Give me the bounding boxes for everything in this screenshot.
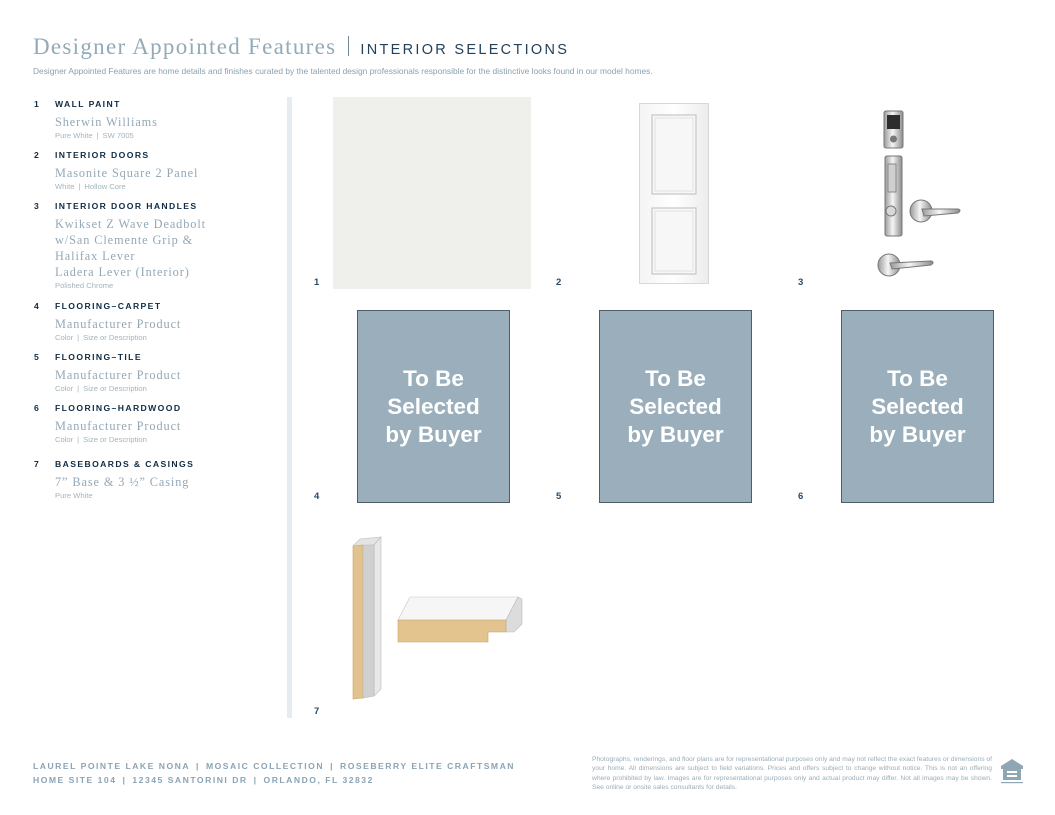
- selection-detail: White | Hollow Core: [55, 182, 126, 191]
- selection-detail: Color | Size or Description: [55, 384, 147, 393]
- selection-category: FLOORING–TILE: [55, 352, 142, 362]
- selection-detail: Color | Size or Description: [55, 435, 147, 444]
- door-image: [639, 103, 709, 284]
- selection-product: 7” Base & 3 ½” Casing: [55, 475, 190, 489]
- selection-detail: Pure White | SW 7005: [55, 131, 134, 140]
- page-subtitle: Designer Appointed Features are home details and finishes curated by the talented design professionals responsible for the distinctive looks found in our model homes.: [33, 66, 653, 76]
- selection-detail: Pure White: [55, 491, 93, 500]
- title-line: [33, 34, 1023, 60]
- selection-product: Halifax Lever: [55, 249, 136, 263]
- door-handles-image: [860, 106, 970, 286]
- carpet-placeholder: To Be Selected by Buyer: [357, 310, 510, 503]
- paint-swatch: [333, 97, 531, 289]
- selection-category: WALL PAINT: [55, 99, 121, 109]
- selection-product: Kwikset Z Wave Deadbolt: [55, 217, 206, 231]
- selection-number: 4: [34, 301, 41, 311]
- address-line: HOME SITE 104 | 12345 SANTORINI DR | ORLANDO, FL 32832: [33, 775, 374, 785]
- gallery-number: 2: [556, 277, 562, 288]
- selection-category: INTERIOR DOORS: [55, 150, 150, 160]
- gallery-number: 4: [314, 491, 320, 502]
- selection-item-flooring-hardwood: [34, 403, 280, 444]
- selection-item-baseboards: [34, 459, 280, 500]
- page-title: Designer Appointed Features: [33, 34, 337, 59]
- selection-item-flooring-tile: [34, 352, 280, 393]
- selection-item-wall-paint: [34, 99, 280, 140]
- selection-product: w/San Clemente Grip &: [55, 233, 194, 247]
- gallery-number: 7: [314, 706, 320, 717]
- title-divider: [348, 36, 349, 56]
- selection-number: 1: [34, 99, 41, 109]
- selection-product: Masonite Square 2 Panel: [55, 166, 199, 180]
- selection-detail: Color | Size or Description: [55, 333, 147, 342]
- selection-category: INTERIOR DOOR HANDLES: [55, 201, 198, 211]
- equal-housing-opportunity-icon: [999, 757, 1025, 785]
- selection-number: 5: [34, 352, 41, 362]
- selection-product: Manufacturer Product: [55, 317, 182, 331]
- legal-disclaimer: Photographs, renderings, and floor plans are for representational purposes only and may not reflect the exact features or dimensions of your home. All dimensions are subject to field variations. Prices and offers subject to change without notice. This is not an offering where prohibited by law. Images are for representational purposes only and actual product may differ. Not all images may be shown. See online or onsite sales consultants for details.: [592, 756, 992, 792]
- selection-number: 6: [34, 403, 41, 413]
- selection-number: 7: [34, 459, 41, 469]
- selection-category: BASEBOARDS & CASINGS: [55, 459, 195, 469]
- gallery-number: 6: [798, 491, 804, 502]
- hardwood-placeholder: To Be Selected by Buyer: [841, 310, 994, 503]
- page-header: [33, 34, 1023, 76]
- selection-detail: Polished Chrome: [55, 281, 114, 290]
- gallery-number: 3: [798, 277, 804, 288]
- selection-product: Manufacturer Product: [55, 368, 182, 382]
- baseboard-casing-image: [348, 532, 526, 702]
- community-line: LAUREL POINTE LAKE NONA | MOSAIC COLLECTION | ROSEBERRY ELITE CRAFTSMAN: [33, 761, 515, 771]
- selection-product: Sherwin Williams: [55, 115, 158, 129]
- selection-category: FLOORING–CARPET: [55, 301, 162, 311]
- selection-number: 2: [34, 150, 41, 160]
- selection-item-flooring-carpet: [34, 301, 280, 342]
- community-info: [33, 759, 515, 787]
- tile-placeholder: To Be Selected by Buyer: [599, 310, 752, 503]
- selection-item-door-handles: [34, 201, 280, 290]
- selection-product: Manufacturer Product: [55, 419, 182, 433]
- vertical-divider: [287, 97, 292, 718]
- selection-product: Ladera Lever (Interior): [55, 265, 190, 279]
- selection-item-interior-doors: [34, 150, 280, 191]
- selection-category: FLOORING–HARDWOOD: [55, 403, 182, 413]
- gallery-number: 1: [314, 277, 320, 288]
- section-title: INTERIOR SELECTIONS: [360, 42, 570, 58]
- selection-number: 3: [34, 201, 41, 211]
- gallery-number: 5: [556, 491, 562, 502]
